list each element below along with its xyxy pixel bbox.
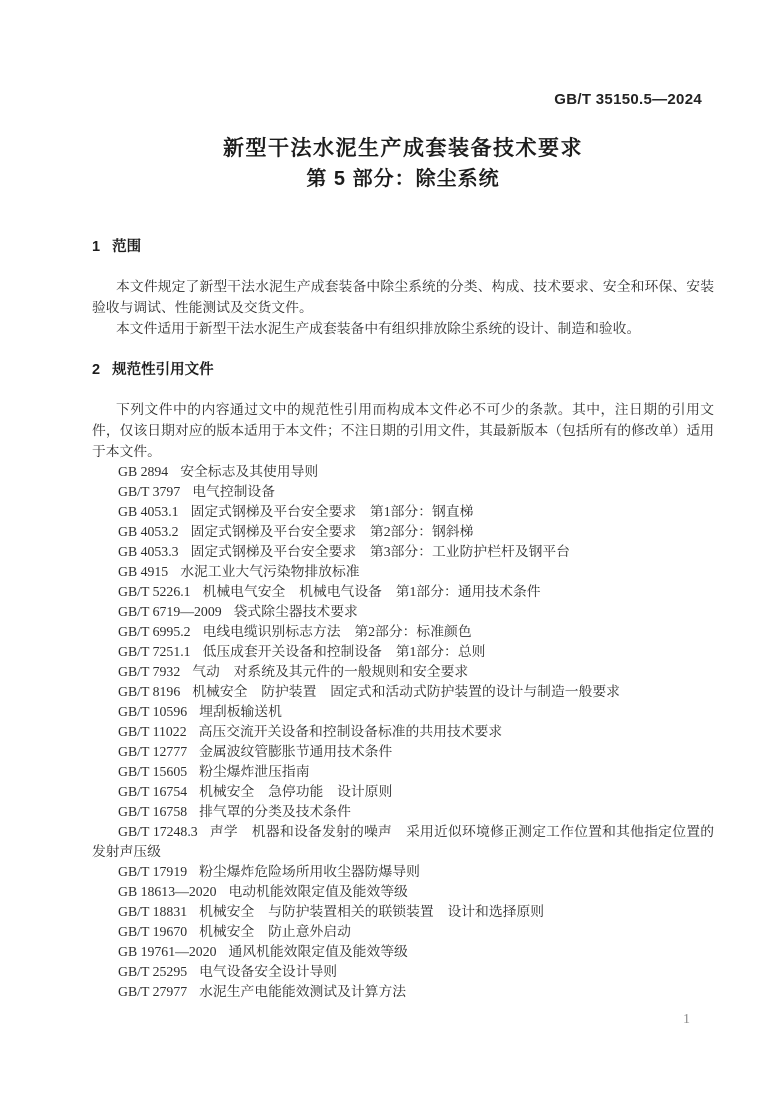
reference-item: [92, 642, 714, 662]
reference-code: GB/T 18831: [118, 904, 188, 919]
reference-title: 固定式钢梯及平台安全要求 第1部分：钢直梯: [190, 504, 474, 519]
reference-code: GB/T 16754: [118, 784, 188, 799]
reference-item: [92, 582, 714, 602]
reference-title: 机械安全 与防护装置相关的联锁装置 设计和选择原则: [199, 904, 545, 919]
reference-item: [92, 542, 714, 562]
reference-code: GB 4053.1: [118, 504, 179, 519]
reference-item: [92, 602, 714, 622]
reference-code: GB/T 5226.1: [118, 584, 191, 599]
reference-item: [92, 922, 714, 942]
reference-title: 高压交流开关设备和控制设备标准的共用技术要求: [198, 724, 503, 739]
reference-code: GB/T 6995.2: [118, 624, 191, 639]
reference-item: [92, 822, 714, 862]
section-heading-label: 范围: [112, 239, 142, 255]
reference-item: [92, 482, 714, 502]
reference-item: [92, 722, 714, 742]
reference-code: GB/T 10596: [118, 704, 188, 719]
section-heading-normative-references: [92, 361, 714, 379]
scope-paragraph-2: 本文件适用于新型干法水泥生产成套装备中有组织排放除尘系统的设计、制造和验收。: [116, 321, 641, 336]
reference-title: 排气罩的分类及技术条件: [199, 804, 351, 819]
reference-title: 电气设备安全设计导则: [199, 964, 338, 979]
reference-code: GB/T 7932: [118, 664, 181, 679]
page-content: [92, 0, 714, 1002]
reference-code: GB/T 27977: [118, 984, 188, 999]
reference-item: [92, 662, 714, 682]
reference-title: 通风机能效限定值及能效等级: [228, 944, 408, 959]
reference-title: 机械安全 急停功能 设计原则: [199, 784, 393, 799]
reference-code: GB 2894: [118, 464, 169, 479]
document-title-line1: 新型干法水泥生产成套装备技术要求: [223, 137, 583, 160]
reference-code: GB/T 6719—2009: [118, 604, 222, 619]
reference-code: GB/T 25295: [118, 964, 188, 979]
reference-title: 机械电气安全 机械电气设备 第1部分：通用技术条件: [202, 584, 541, 599]
reference-code: GB/T 15605: [118, 764, 188, 779]
reference-title: 固定式钢梯及平台安全要求 第3部分：工业防护栏杆及钢平台: [190, 544, 570, 559]
reference-title: 电气控制设备: [192, 484, 276, 499]
reference-code: GB/T 19670: [118, 924, 188, 939]
standard-code: GB/T 35150.5—2024: [554, 91, 702, 108]
section-heading-label: 规范性引用文件: [112, 362, 214, 378]
reference-item: [92, 522, 714, 542]
reference-title: 粉尘爆炸泄压指南: [199, 764, 310, 779]
section-number: 2: [92, 362, 101, 378]
reference-item: [92, 882, 714, 902]
reference-item: [92, 862, 714, 882]
reference-title: 气动 对系统及其元件的一般规则和安全要求: [192, 664, 469, 679]
reference-item: [92, 762, 714, 782]
reference-title: 声学 机器和设备发射的噪声 采用近似环境修正测定工作位置和其他指定位置的发射声压级: [92, 824, 715, 859]
reference-code: GB 4053.2: [118, 524, 179, 539]
normative-references-intro: 下列文件中的内容通过文中的规范性引用而构成本文件必不可少的条款。其中，注日期的引用文件，仅该日期对应的版本适用于本文件；不注日期的引用文件，其最新版本（包括所有的修改单）适用于本文件。: [92, 402, 714, 459]
reference-title: 低压成套开关设备和控制设备 第1部分：总则: [202, 644, 486, 659]
reference-code: GB 4915: [118, 564, 169, 579]
section-heading-scope: [92, 238, 714, 256]
reference-item: [92, 622, 714, 642]
reference-title: 袋式除尘器技术要求: [233, 604, 358, 619]
reference-item: [92, 962, 714, 982]
reference-item: [92, 982, 714, 1002]
reference-code: GB/T 8196: [118, 684, 181, 699]
scope-paragraph-1: 本文件规定了新型干法水泥生产成套装备中除尘系统的分类、构成、技术要求、安全和环保、安装验收与调试、性能测试及交货文件。: [92, 279, 714, 315]
reference-item: [92, 462, 714, 482]
references-list: [92, 462, 714, 1002]
reference-code: GB/T 12777: [118, 744, 188, 759]
reference-item: [92, 742, 714, 762]
reference-code: GB 4053.3: [118, 544, 179, 559]
reference-title: 固定式钢梯及平台安全要求 第2部分：钢斜梯: [190, 524, 474, 539]
document-title-line2: 第 5 部分：除尘系统: [306, 168, 500, 190]
reference-code: GB/T 11022: [118, 724, 187, 739]
reference-item: [92, 802, 714, 822]
reference-title: 水泥生产电能能效测试及计算方法: [199, 984, 407, 999]
reference-title: 金属波纹管膨胀节通用技术条件: [199, 744, 393, 759]
reference-code: GB/T 3797: [118, 484, 181, 499]
reference-item: [92, 782, 714, 802]
document-title: [92, 136, 714, 191]
reference-code: GB 18613—2020: [118, 884, 217, 899]
reference-item: [92, 502, 714, 522]
reference-item: [92, 942, 714, 962]
page-number: 1: [683, 1012, 690, 1027]
reference-code: GB 19761—2020: [118, 944, 217, 959]
reference-title: 粉尘爆炸危险场所用收尘器防爆导则: [199, 864, 420, 879]
reference-title: 电动机能效限定值及能效等级: [228, 884, 408, 899]
reference-title: 水泥工业大气污染物排放标准: [180, 564, 360, 579]
reference-title: 机械安全 防护装置 固定式和活动式防护装置的设计与制造一般要求: [192, 684, 620, 699]
reference-item: [92, 902, 714, 922]
reference-item: [92, 682, 714, 702]
reference-title: 安全标志及其使用导则: [180, 464, 319, 479]
section-number: 1: [92, 239, 101, 255]
reference-code: GB/T 17919: [118, 864, 188, 879]
reference-code: GB/T 17248.3: [118, 824, 198, 839]
reference-title: 机械安全 防止意外启动: [199, 924, 351, 939]
reference-item: [92, 562, 714, 582]
reference-code: GB/T 16758: [118, 804, 188, 819]
reference-title: 电线电缆识别标志方法 第2部分：标准颜色: [202, 624, 472, 639]
reference-title: 埋刮板输送机: [199, 704, 282, 719]
reference-code: GB/T 7251.1: [118, 644, 191, 659]
reference-item: [92, 702, 714, 722]
